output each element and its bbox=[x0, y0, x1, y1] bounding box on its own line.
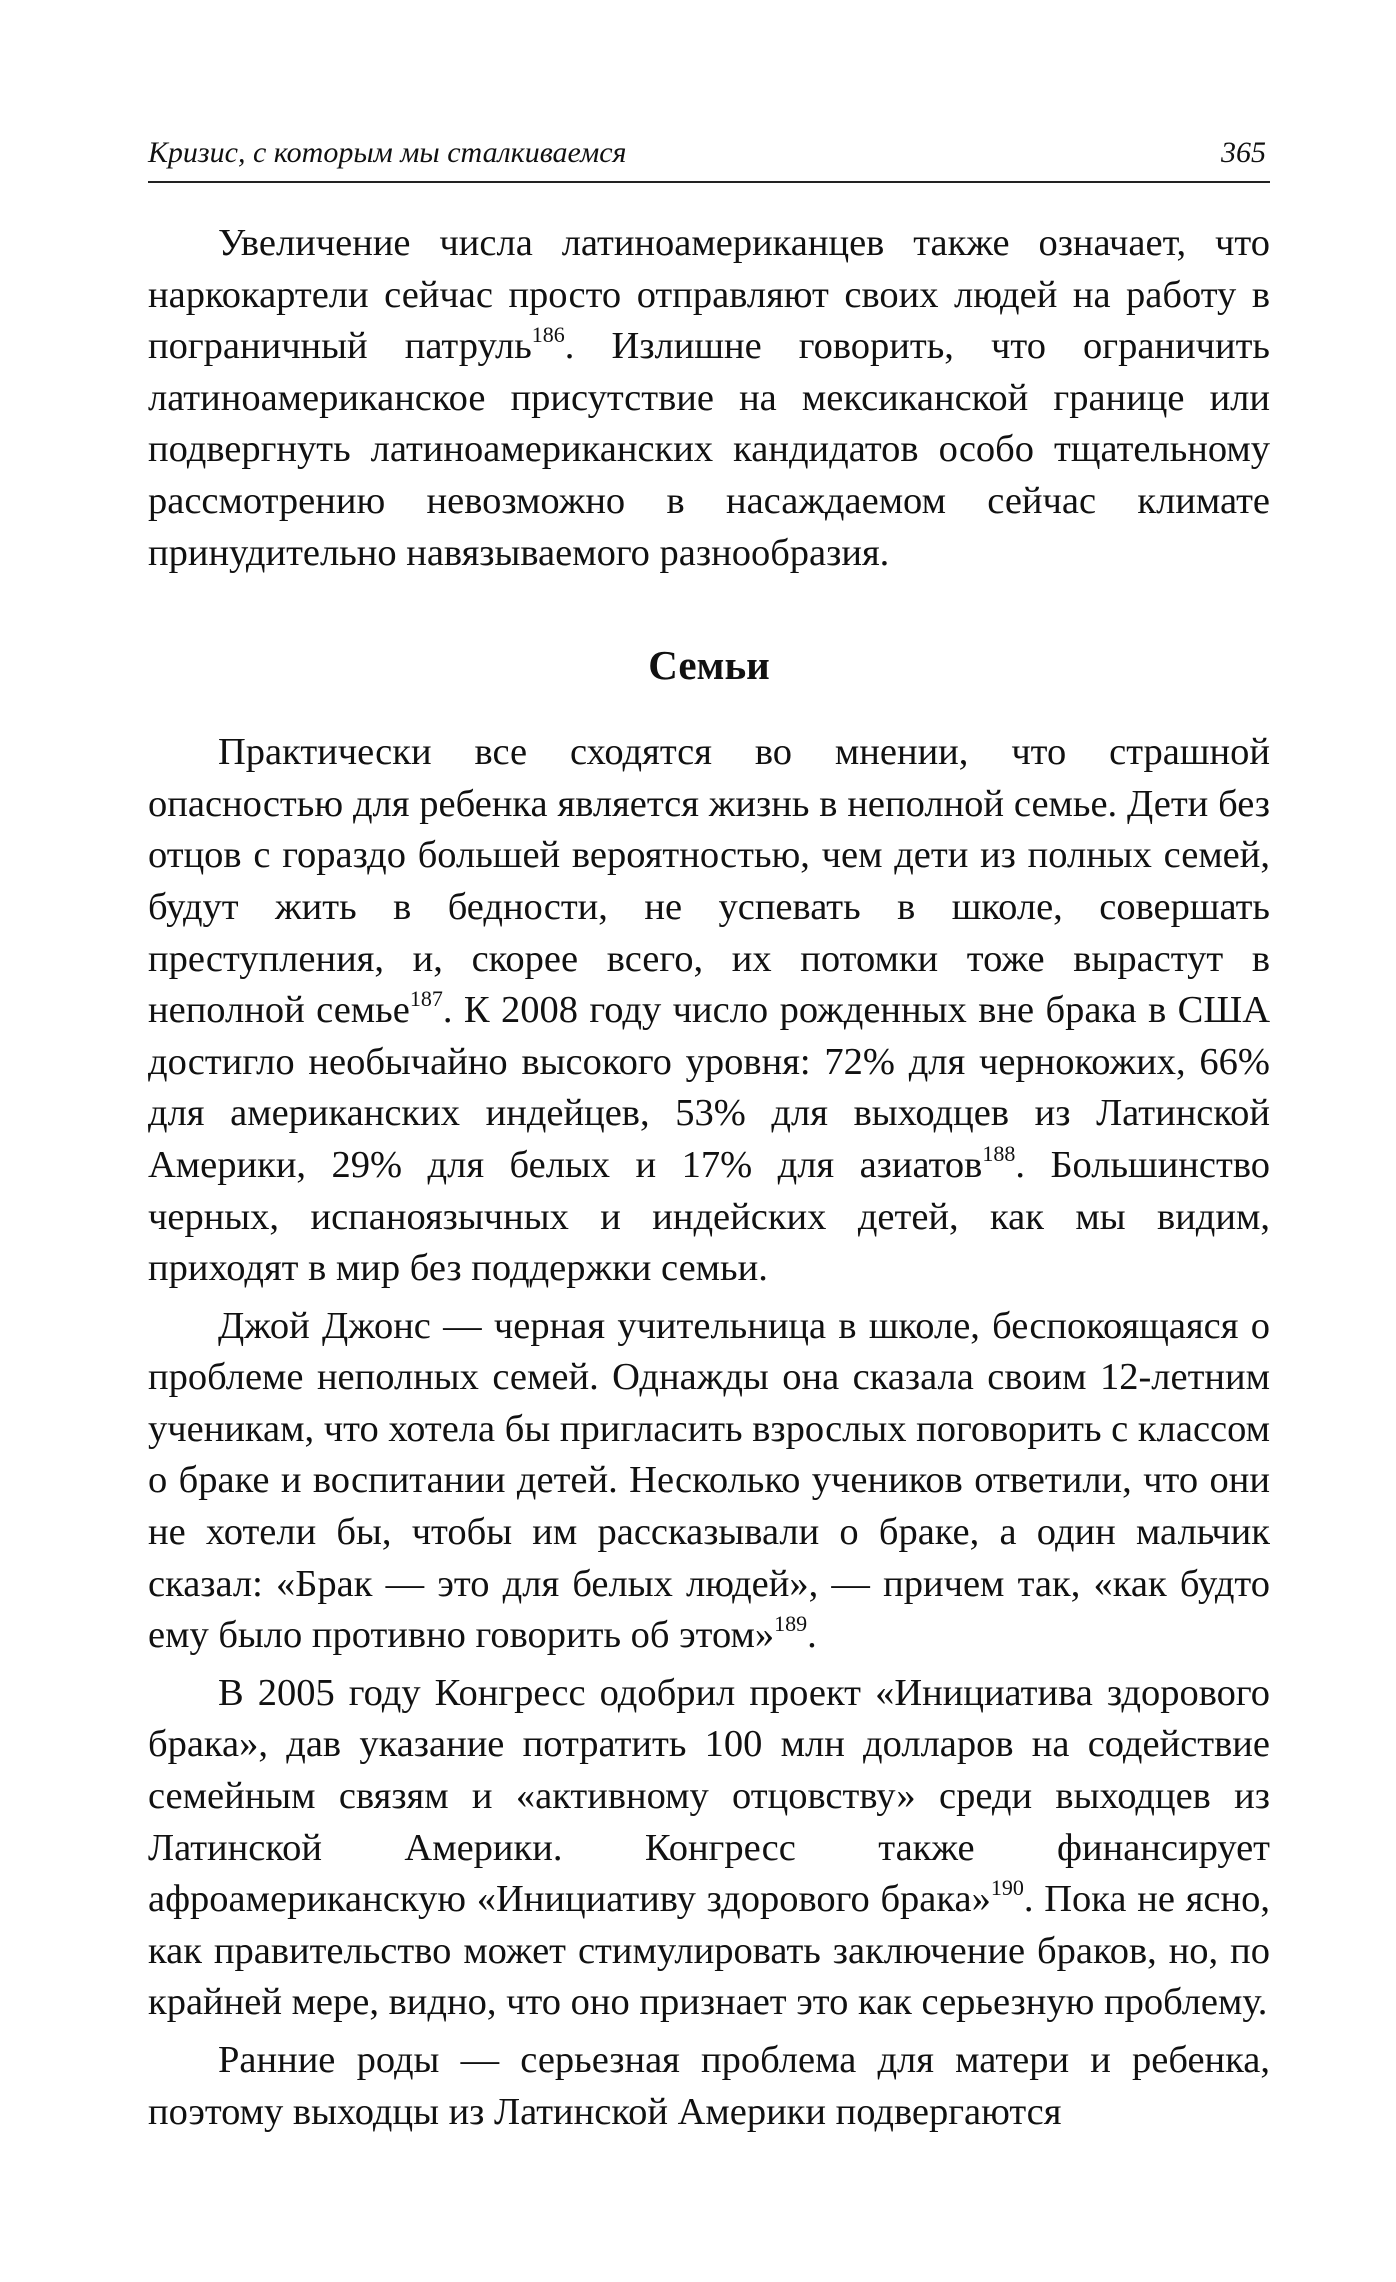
paragraph-text: В 2005 году Конгресс одобрил проект «Инициатива здорового брака», дав указание потратить 100 млн долларов на содействие семейным связям и «активному отцовству» среди выходцев из Латинской Америки. Конгресс также финансирует афроамериканскую «Инициативу здорового брака» bbox=[148, 1671, 1270, 1921]
paragraph-text: . Излишне говорить, что ограничить латиноамериканское присутствие на мексиканской границе или подвергнуть латиноамериканских кандидатов особо тщательному рассмотрению невозможно в насаждаемом сейчас климате принудительно навязываемого разнообразия. bbox=[148, 325, 1270, 574]
footnote-ref-188: 188 bbox=[982, 1140, 1016, 1166]
section-heading: Семьи bbox=[648, 642, 770, 689]
body-text bbox=[148, 218, 1270, 2138]
page-number: 365 bbox=[1221, 136, 1266, 169]
running-header-title: Кризис, с которым мы сталкиваемся bbox=[148, 136, 627, 169]
paragraph-text: Джой Джонс — черная учительница в школе, беспокоящаяся о проблеме неполных семей. Однажды она сказала своим 12-летним ученикам, что хотела бы пригласить взрослых поговорить с классом о браке и воспитании детей. Несколько учеников ответили, что они не хотели бы, чтобы им рассказывали о браке, а один мальчик сказал: «Брак — это для белых людей», — причем так, «как будто ему было противно говорить об этом» bbox=[148, 1304, 1270, 1657]
paragraph-text: Практически все сходятся во мнении, что страшной опасностью для ребенка является жизнь в неполной семье. Дети без отцов с гораздо большей вероятностью, чем дети из полных семей, будут жить в бедности, не успевать в школе, совершать преступления, и, скорее всего, их потомки тоже вырастут в неполной семье bbox=[148, 731, 1270, 1032]
book-page bbox=[148, 0, 1270, 2282]
paragraph-congress-2005 bbox=[148, 1668, 1270, 2029]
paragraph-text: Ранние роды — серьезная проблема для матери и ребенка, поэтому выходцы из Латинской Америки подвергаются bbox=[148, 2039, 1270, 2133]
paragraph-text: . К 2008 году число рожденных вне брака в США достигло необычайно высокого уровня: 72% для чернокожих, 66% для американских индейцев, 53% для выходцев из Латинской Америки, 29% для белых и 17% для азиатов bbox=[148, 989, 1271, 1186]
paragraph-border-patrol bbox=[148, 218, 1270, 579]
footnote-ref-190: 190 bbox=[990, 1875, 1024, 1901]
paragraph-text: . Большинство черных, испаноязычных и индейских детей, как мы видим, приходят в мир без поддержки семьи. bbox=[148, 1143, 1270, 1290]
paragraph-text: Увеличение числа латиноамериканцев также означает, что наркокартели сейчас просто отправляют своих людей на работу в пограничный патруль bbox=[148, 222, 1270, 368]
paragraph-single-parent bbox=[148, 727, 1270, 1295]
paragraph-text: . bbox=[807, 1614, 817, 1657]
header-rule bbox=[148, 181, 1270, 183]
footnote-ref-189: 189 bbox=[774, 1611, 808, 1637]
footnote-ref-186: 186 bbox=[531, 322, 565, 348]
paragraph-early-birth bbox=[148, 2035, 1270, 2138]
paragraph-joy-jones bbox=[148, 1301, 1270, 1662]
paragraph-text: . Пока не ясно, как правительство может стимулировать заключение браков, но, по крайней мере, видно, что оно признает это как серьезную проблему. bbox=[148, 1878, 1271, 2024]
running-header bbox=[148, 128, 1270, 178]
footnote-ref-187: 187 bbox=[409, 986, 443, 1012]
